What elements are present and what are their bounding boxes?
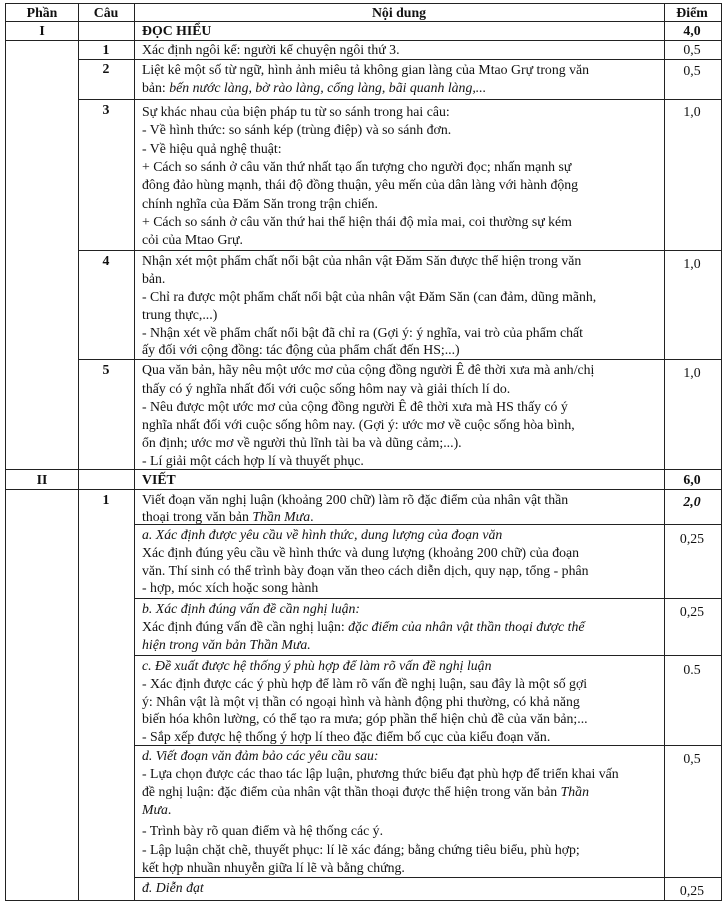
q2-prefix: bản: — [142, 80, 170, 95]
q4-line: trung thực,...) — [142, 307, 218, 322]
wd-line: - Lựa chọn được các thao tác lập luận, phương thức biểu đạt phù hợp để triển khai vấn — [142, 766, 619, 781]
q3-line: đông đảo hùng mạnh, thái độ đồng thuận, yêu mến của dân làng với hành động — [142, 177, 579, 192]
wc-heading: c. Đề xuất được hệ thống ý phù hợp để làm rõ vấn đề nghị luận — [142, 658, 492, 673]
wa-line: văn. Thí sinh có thể trình bày đoạn văn theo cách diễn dịch, quy nạp, tổng - phân — [142, 563, 589, 578]
rule — [134, 598, 722, 599]
rule — [721, 3, 722, 901]
q1-cau: 1 — [102, 42, 110, 57]
wa-line: Xác định đúng yêu cầu về hình thức và dung lượng (khoảng 200 chữ) của đoạn — [142, 545, 580, 560]
q4-line: Nhận xét một phẩm chất nổi bật của nhân vật Đăm Săn được thể hiện trong văn — [142, 253, 582, 268]
wd-line — [142, 801, 171, 819]
wb-prefix: Xác định đúng vấn đề cần nghị luận: — [142, 619, 349, 634]
wd-work-title-cont: Mưa — [142, 802, 168, 817]
wd-suffix: . — [167, 802, 172, 817]
wa-heading: a. Xác định được yêu cầu về hình thức, dung lượng của đoạn văn — [142, 527, 503, 542]
rule — [78, 59, 722, 60]
q4-diem: 1,0 — [683, 256, 701, 271]
q3-line: cỏi của Mtao Grự. — [142, 232, 243, 247]
section-i-title: ĐỌC HIỂU — [142, 23, 212, 38]
rule — [134, 877, 722, 878]
wc-line: biến hóa khôn lường, có thể tạo ra mưa; góp phần thể hiện chủ đề của văn bản;... — [142, 711, 588, 726]
rule — [664, 3, 665, 901]
w1-suffix: . — [310, 509, 314, 524]
wa-diem: 0,25 — [679, 531, 705, 546]
rule — [78, 359, 722, 360]
section-ii-diem: 6,0 — [683, 472, 701, 487]
w1-cau: 1 — [102, 492, 110, 507]
q4-line: - Chỉ ra được một phẩm chất nổi bật của nhân vật Đăm Săn (can đảm, dũng mãnh, — [142, 289, 597, 304]
q2-examples: bến nước làng, bờ rào làng, cổng làng, bãi quanh làng,... — [169, 80, 487, 95]
wd-heading: d. Viết đoạn văn đảm bảo các yêu cầu sau: — [142, 748, 379, 763]
q3-line: - Về hình thức: so sánh kép (trùng điệp) và so sánh đơn. — [142, 122, 452, 137]
w1-prefix: thoại trong văn bản — [142, 509, 253, 524]
wd-line: - Lập luận chặt chẽ, thuyết phục: lí lẽ xác đáng; bằng chứng tiêu biểu, phù hợp; — [142, 842, 580, 857]
wd-prefix: đề nghị luận: đặc điểm của nhân vật thần thoại được thể hiện trong văn bản — [142, 784, 561, 799]
q5-line: ổn định; ước mơ về người thủ lĩnh tài ba và dũng cảm;...). — [142, 435, 462, 450]
q5-line: thấy có ý nghĩa nhất đối với cuộc sống hôm nay và giải thích lí do. — [142, 381, 511, 396]
rule — [78, 99, 722, 100]
header-phan: Phần — [26, 5, 58, 20]
wa-line: - hợp, móc xích hoặc song hành — [142, 580, 319, 595]
q3-line: Sự khác nhau của biện pháp tu từ so sánh trong hai câu: — [142, 104, 450, 119]
q5-line: Qua văn bản, hãy nêu một ước mơ của cộng đồng người Ê đê thời xưa mà anh/chị — [142, 362, 595, 377]
q5-cau: 5 — [102, 362, 110, 377]
rule — [78, 250, 722, 251]
q3-line: + Cách so sánh ở câu văn thứ nhất tạo ấn tượng cho người đọc; nhấn mạnh sự — [142, 159, 572, 174]
q5-line: - Nêu được một ước mơ của cộng đồng người Ê đê thời xưa mà HS thấy có ý — [142, 399, 568, 414]
q5-line: - Lí giải một cách hợp lí và thuyết phục. — [142, 453, 364, 468]
header-cau: Câu — [93, 5, 119, 20]
q3-line: chính nghĩa của Đăm Săn trong trận chiến. — [142, 196, 379, 211]
wd-work-title: Thần — [560, 784, 589, 799]
q4-line: bản. — [142, 271, 166, 286]
rule — [5, 3, 6, 901]
we-diem: 0,25 — [679, 883, 705, 898]
q5-line: nghĩa nhất đối với cuộc sống hôm nay. (Gợi ý: ước mơ về cuộc sống hòa bình, — [142, 417, 575, 432]
wd-diem: 0,5 — [683, 751, 701, 766]
q4-line: ấy đối với cộng đồng: tác động của phẩm chất đến HS;...) — [142, 342, 460, 357]
w1-line: Viết đoạn văn nghị luận (khoảng 200 chữ) làm rõ đặc điểm của nhân vật thần — [142, 492, 569, 507]
q4-cau: 4 — [102, 253, 110, 268]
q3-line: + Cách so sánh ở câu văn thứ hai thể hiện thái độ mỉa mai, coi thường sự kém — [142, 214, 572, 229]
wd-line — [142, 783, 589, 801]
rule — [5, 489, 722, 490]
rule — [134, 655, 722, 656]
q2-cau: 2 — [102, 61, 110, 76]
we-heading: đ. Diễn đạt — [142, 880, 204, 895]
q3-line: - Về hiệu quả nghệ thuật: — [142, 141, 282, 156]
q3-cau: 3 — [102, 102, 110, 117]
q5-diem: 1,0 — [683, 365, 701, 380]
rule — [78, 3, 79, 901]
wd-line: - Trình bày rõ quan điểm và hệ thống các ý. — [142, 823, 384, 838]
wb-heading: b. Xác định đúng vấn đề cần nghị luận: — [142, 601, 361, 616]
wc-diem: 0.5 — [683, 662, 701, 677]
q2-line: Liệt kê một số từ ngữ, hình ảnh miêu tả không gian làng của Mtao Grự trong văn — [142, 62, 589, 77]
q4-line: - Nhận xét về phẩm chất nổi bật đã chỉ ra (Gợi ý: ý nghĩa, vai trò của phẩm chất — [142, 325, 583, 340]
w1-work-title: Thần Mưa — [252, 509, 311, 524]
w1-line — [142, 508, 314, 526]
wb-line: hiện trong văn bản Thần Mưa. — [142, 637, 311, 652]
section-i-diem: 4,0 — [683, 23, 701, 38]
wc-line: - Xác định được các ý phù hợp để làm rõ vấn đề nghị luận, sau đây là một số gợi — [142, 676, 588, 691]
header-noi-dung: Nội dung — [371, 5, 427, 20]
wb-line — [142, 618, 585, 636]
header-diem: Điểm — [676, 5, 708, 20]
q2-line — [142, 79, 486, 97]
q3-diem: 1,0 — [683, 104, 701, 119]
rule — [134, 3, 135, 901]
q1-text: Xác định ngôi kể: người kể chuyện ngôi thứ 3. — [142, 42, 400, 57]
wd-line: kết hợp nhuần nhuyễn giữa lí lẽ và bằng chứng. — [142, 860, 405, 875]
rule — [5, 900, 722, 901]
wc-line: - Sắp xếp được hệ thống ý hợp lí theo đặc điểm bố cục của kiểu đoạn văn. — [142, 729, 551, 744]
q1-diem: 0,5 — [683, 42, 701, 57]
wc-line: ý: Nhân vật là một vị thần có ngoại hình và hành động phi thường, có khả năng — [142, 694, 580, 709]
wb-diem: 0,25 — [679, 604, 705, 619]
w1-diem: 2,0 — [683, 494, 701, 509]
section-i-phan: I — [39, 23, 45, 38]
section-ii-phan: II — [36, 472, 48, 487]
section-ii-title: VIẾT — [142, 472, 176, 487]
wb-em: đặc điểm của nhân vật thần thoại được thể — [348, 619, 585, 634]
q2-diem: 0,5 — [683, 63, 701, 78]
